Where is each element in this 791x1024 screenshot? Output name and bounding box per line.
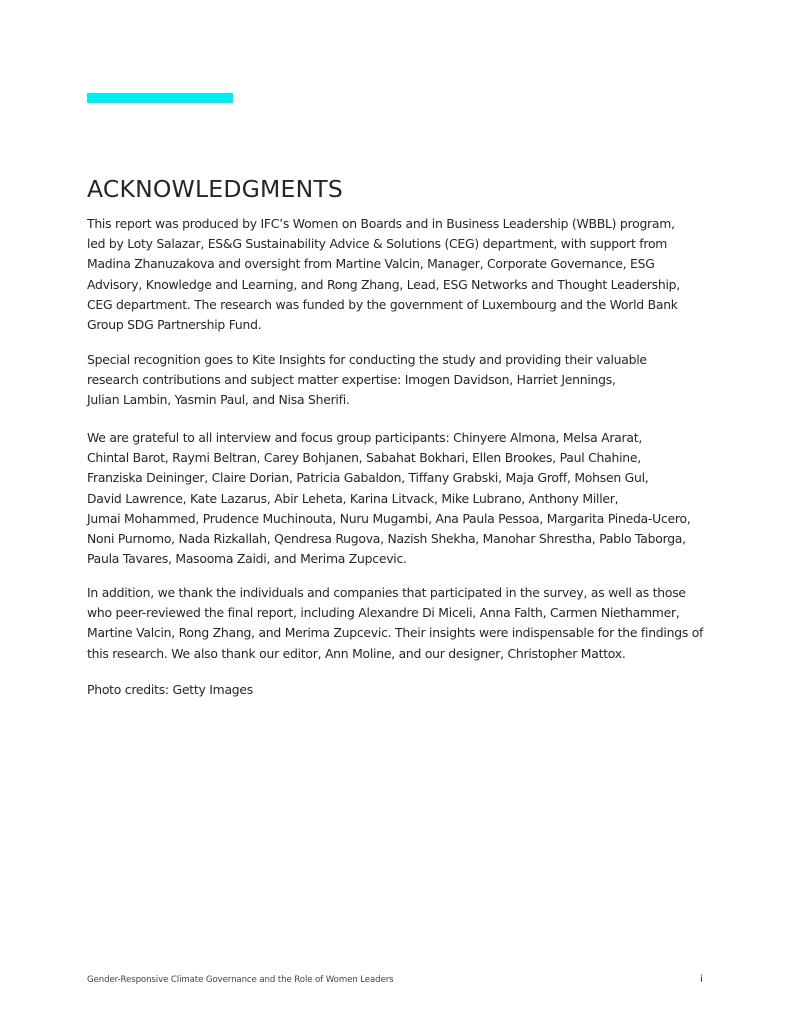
- text-line: Advisory, Knowledge and Learning, and Rong Zhang, Lead, ESG Networks and Thought Leadership,: [87, 276, 680, 292]
- text-line: David Lawrence, Kate Lazarus, Abir Leheta, Karina Litvack, Mike Lubrano, Anthony Miller,: [87, 490, 619, 506]
- text-line: Madina Zhanuzakova and oversight from Martine Valcin, Manager, Corporate Governance, ESG: [87, 256, 655, 272]
- page-number: i: [700, 974, 703, 985]
- text-line: This report was produced by IFC’s Women on Boards and in Business Leadership (WBBL) program,: [87, 216, 675, 231]
- text-line: Group SDG Partnership Fund.: [87, 317, 262, 333]
- text-line: CEG department. The research was funded by the government of Luxembourg and the World Bank: [87, 296, 678, 312]
- text-line: this research. We also thank our editor, Ann Moline, and our designer, Christopher Mattox.: [87, 645, 626, 661]
- text-line: Special recognition goes to Kite Insights for conducting the study and providing their valuable: [87, 352, 647, 367]
- text-line: Paula Tavares, Masooma Zaidi, and Merima Zupcevic.: [87, 551, 407, 567]
- text-line: Martine Valcin, Rong Zhang, and Merima Zupcevic. Their insights were indispensable for the findings of: [87, 625, 704, 641]
- text-line: In addition, we thank the individuals and companies that participated in the survey, as well as those: [87, 585, 686, 600]
- paragraph-photo-credits: [87, 680, 253, 700]
- text-line: Noni Purnomo, Nada Rizkallah, Qendresa Rugova, Nazish Shekha, Manohar Shrestha, Pablo Taborga,: [87, 531, 686, 547]
- text-line: Franziska Deininger, Claire Dorian, Patricia Gabaldon, Tiffany Grabski, Maja Groff, Mohsen Gul,: [87, 470, 649, 486]
- text-line: led by Loty Salazar, ES&G Sustainability Advice & Solutions (CEG) department, with support from: [87, 236, 668, 252]
- text-line: Julian Lambin, Yasmin Paul, and Nisa Sherifi.: [87, 392, 350, 408]
- paragraph-participants: [87, 428, 690, 569]
- page-title: ACKNOWLEDGMENTS: [87, 175, 344, 203]
- footer-document-title: Gender-Responsive Climate Governance and the Role of Women Leaders: [87, 975, 394, 985]
- text-line: We are grateful to all interview and focus group participants: Chinyere Almona, Melsa Ararat,: [87, 430, 643, 445]
- text-line: Jumai Mohammed, Prudence Muchinouta, Nuru Mugambi, Ana Paula Pessoa, Margarita Pineda-Ucero,: [87, 510, 691, 526]
- accent-bar: [87, 93, 233, 103]
- text-line: Photo credits: Getty Images: [87, 682, 253, 697]
- paragraph-additional-thanks: [87, 583, 703, 664]
- text-line: Chintal Barot, Raymi Beltran, Carey Bohjanen, Sabahat Bokhari, Ellen Brookes, Paul Chahine,: [87, 450, 641, 466]
- text-line: who peer-reviewed the final report, including Alexandre Di Miceli, Anna Falth, Carmen Niethammer,: [87, 605, 680, 621]
- paragraph-report-production: [87, 214, 680, 335]
- paragraph-special-recognition: [87, 350, 647, 411]
- text-line: research contributions and subject matter expertise: Imogen Davidson, Harriet Jennings,: [87, 372, 616, 388]
